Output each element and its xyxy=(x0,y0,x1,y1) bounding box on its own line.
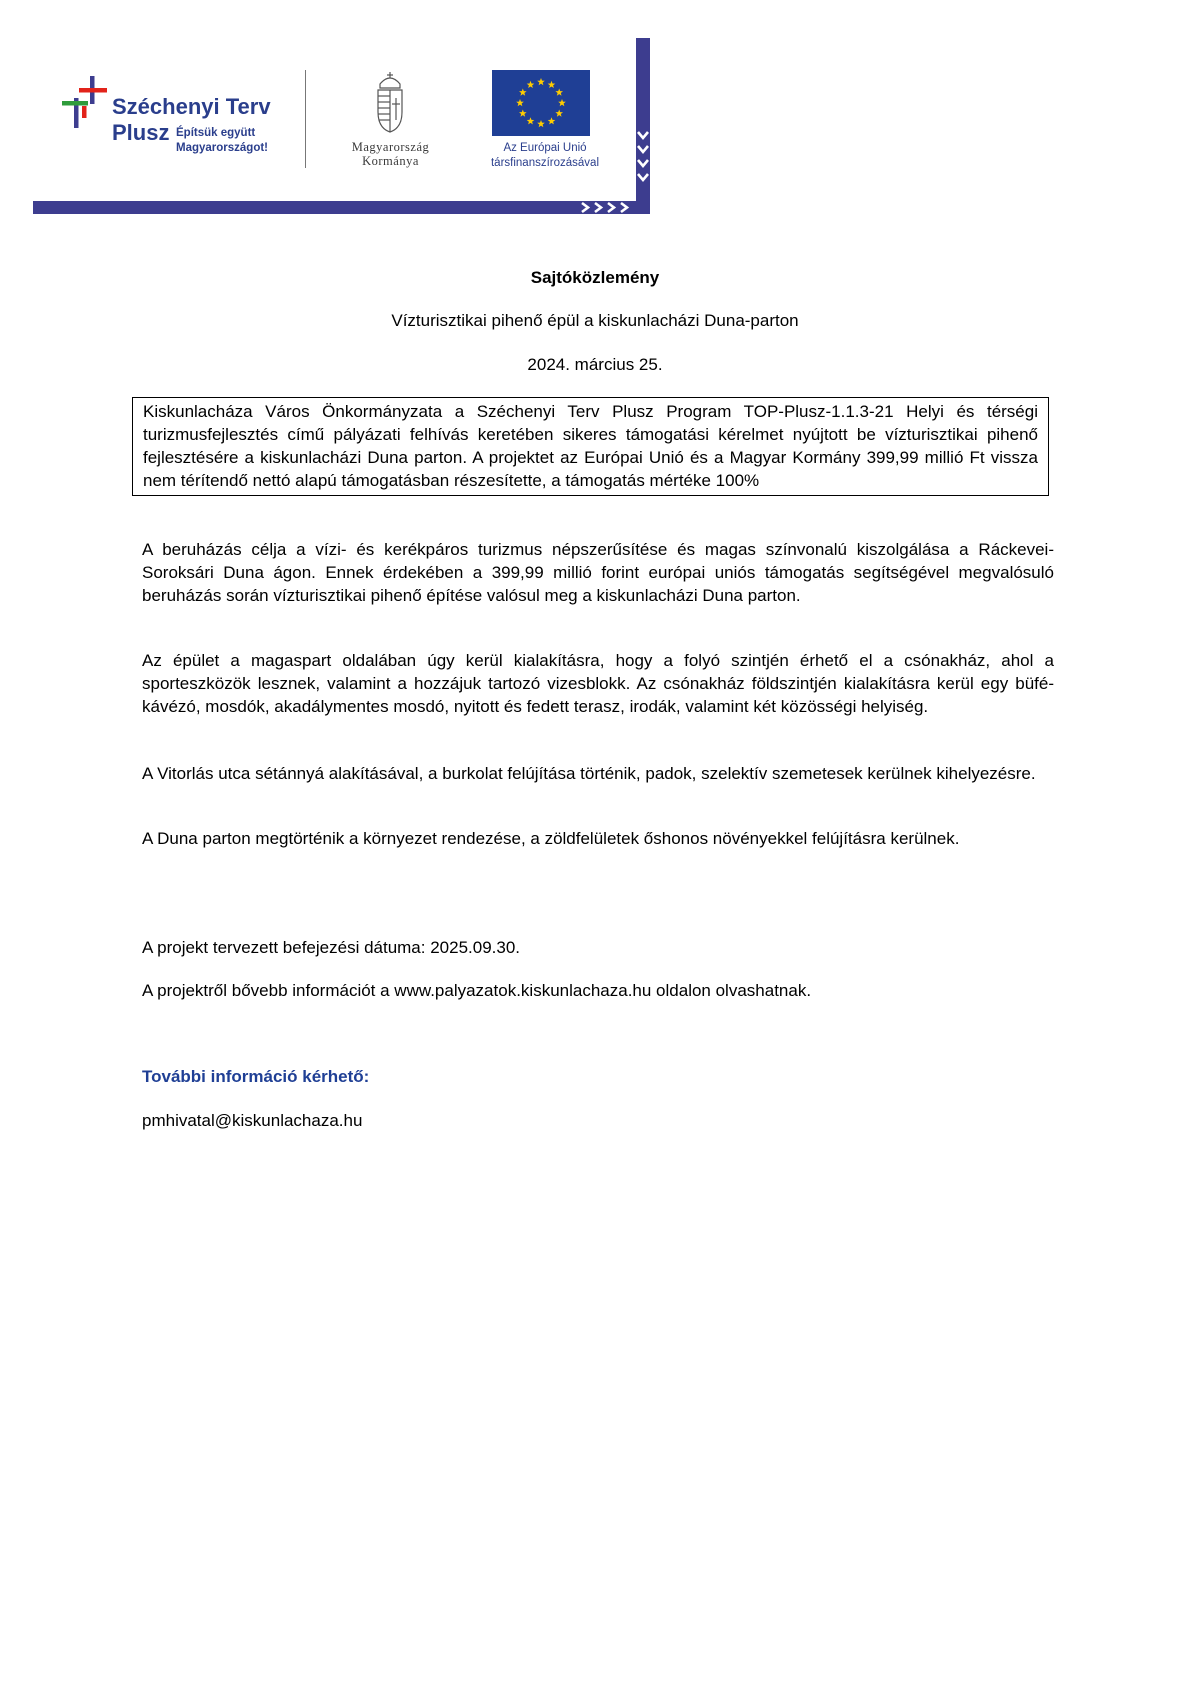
body-paragraph: A Vitorlás utca sétánnyá alakításával, a burkolat felújítása történik, padok, szelektív szemetesek kerülnek kihelyezésre. xyxy=(142,764,1036,783)
document-subtitle: Vízturisztikai pihenő épül a kiskunlacházi Duna-parton xyxy=(391,311,799,330)
contact-heading: További információ kérhető: xyxy=(142,1067,370,1086)
eu-star-icon xyxy=(558,99,566,106)
hungarian-coat-of-arms-icon xyxy=(372,70,408,134)
chevron-right-icon xyxy=(578,201,636,214)
eu-stars-icon xyxy=(492,70,590,136)
eu-star-icon xyxy=(537,120,545,127)
government-name: Magyarország Kormánya xyxy=(351,140,430,168)
contact-email: pmhivatal@kiskunlachaza.hu xyxy=(142,1111,363,1130)
eu-star-icon xyxy=(519,89,527,96)
eu-star-icon xyxy=(527,117,535,124)
eu-star-icon xyxy=(548,117,556,124)
logo-divider xyxy=(305,70,306,168)
program-name: Széchenyi Terv xyxy=(112,94,271,119)
eu-caption: Az Európai Unió társfinanszírozásával xyxy=(490,142,600,169)
body-paragraph: A Duna parton megtörténik a környezet rendezése, a zöldfelületek őshonos növényekkel felújításra kerülnek. xyxy=(142,829,960,848)
eu-star-icon xyxy=(537,78,545,85)
program-plusz: Plusz xyxy=(112,120,170,145)
banner-bottom-bar xyxy=(33,201,648,214)
eu-star-icon xyxy=(555,110,563,117)
completion-date: A projekt tervezett befejezési dátuma: 2025.09.30. xyxy=(142,938,521,957)
szechenyi-terv-plusz-logo xyxy=(62,76,282,168)
eu-star-icon xyxy=(516,99,524,106)
more-info-line: A projektről bővebb információt a www.palyazatok.kiskunlachaza.hu oldalon olvashatnak. xyxy=(142,981,812,1000)
document-date: 2024. március 25. xyxy=(527,355,663,374)
program-cross-icon xyxy=(62,76,108,132)
eu-star-icon xyxy=(555,89,563,96)
summary-box: Kiskunlacháza Város Önkormányzata a Széchenyi Terv Plusz Program TOP-Plusz-1.1.3-21 Helyi és térségi turizmusfejlesztés című pályázati felhívás keretében sikeres támogatási kérelmet nyújtott be vízturisztikai pihenő fejlesztésére a kiskunlacházi Duna parton. A projektet az Európai Unió és a Magyar Kormány 399,99 millió Ft vissza nem térítendő nettó alapú támogatásban részesítette, a támogatás mértéke 100% xyxy=(132,397,1049,496)
header-banner xyxy=(0,0,1190,230)
eu-star-icon xyxy=(519,110,527,117)
eu-star-icon xyxy=(548,81,556,88)
body-paragraph: A beruházás célja a vízi- és kerékpáros turizmus népszerűsítése és magas színvonalú kiszolgálása a Ráckevei-Soroksári Duna ágon. Ennek érdekében a 399,99 millió forint európai uniós támogatás segítségével megvalósuló beruházás során vízturisztikai pihenő építése valósul meg a kiskunlacházi Duna parton. xyxy=(142,540,1054,605)
eu-flag xyxy=(492,70,590,136)
program-slogan: Építsük együtt Magyarországot! xyxy=(176,127,269,154)
document-title: Sajtóközlemény xyxy=(530,268,660,287)
chevron-down-icon xyxy=(636,128,650,192)
eu-star-icon xyxy=(527,81,535,88)
body-paragraph: Az épület a magaspart oldalában úgy kerül kialakításra, hogy a folyó szintjén érhető el a csónakház, ahol a sporteszközök lesznek, valamint a hozzájuk tartozó vizesblokk. Az csónakház földszintjén kialakításra kerül egy büfé-kávézó, mosdók, akadálymentes mosdó, nyitott és fedett terasz, irodák, valamint két közösségi helyiség. xyxy=(142,651,1054,716)
